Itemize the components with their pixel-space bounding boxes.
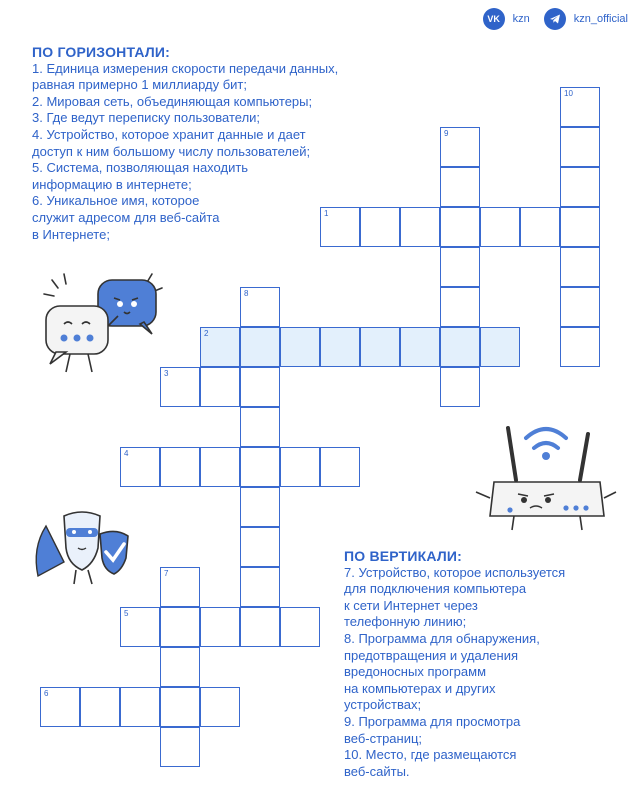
crossword-cell[interactable] (560, 247, 600, 287)
clue-number-5: 5 (124, 609, 129, 618)
crossword-cell[interactable] (440, 127, 480, 167)
crossword-cell[interactable] (560, 327, 600, 367)
crossword-cell[interactable] (320, 207, 360, 247)
clue-9: 9. Программа для просмотра веб-страниц; (344, 713, 521, 746)
crossword-cell[interactable] (440, 247, 480, 287)
vk-icon: VK (483, 8, 505, 30)
crossword-cell[interactable] (160, 447, 200, 487)
crossword-cell[interactable] (200, 327, 240, 367)
crossword-cell[interactable] (160, 567, 200, 607)
telegram-link[interactable] (544, 8, 628, 30)
crossword-cell[interactable] (240, 327, 280, 367)
telegram-label: kzn_official (573, 13, 628, 25)
clue-1: 1. Единица измерения скорости передачи данных, равная примерно 1 миллиарду бит; (32, 60, 339, 93)
crossword-cell[interactable] (240, 487, 280, 527)
clue-number-4: 4 (124, 449, 129, 458)
crossword-cell[interactable] (240, 607, 280, 647)
crossword-cell[interactable] (280, 327, 320, 367)
clue-number-9: 9 (444, 129, 449, 138)
crossword-cell[interactable] (520, 207, 560, 247)
crossword-cell[interactable] (560, 127, 600, 167)
crossword-cell[interactable] (400, 207, 440, 247)
clue-number-1: 1 (324, 209, 329, 218)
crossword-cell[interactable] (280, 447, 320, 487)
social-links (483, 8, 628, 30)
crossword-cell[interactable] (320, 327, 360, 367)
vertical-clues (344, 548, 634, 780)
shield-illustration (24, 508, 144, 590)
crossword-cell[interactable] (160, 607, 200, 647)
clue-number-7: 7 (164, 569, 169, 578)
crossword-cell[interactable] (200, 607, 240, 647)
crossword-cell[interactable] (240, 447, 280, 487)
crossword-cell[interactable] (200, 367, 240, 407)
clue-4: 4. Устройство, которое хранит данные и дает доступ к ним большому числу пользователей; (32, 126, 311, 159)
clue-10: 10. Место, где размещаются веб-сайты. (344, 747, 517, 779)
clue-3: 3. Где ведут переписку пользователи; (32, 110, 261, 126)
crossword-cell[interactable] (560, 87, 600, 127)
clue-5: 5. Система, позволяющая находить информацию в интернете; (32, 160, 249, 192)
telegram-icon (544, 8, 566, 30)
crossword-cell[interactable] (360, 327, 400, 367)
router-illustration (470, 408, 620, 534)
crossword-cell[interactable] (80, 687, 120, 727)
crossword-cell[interactable] (160, 687, 200, 727)
crossword-cell[interactable] (560, 167, 600, 207)
clue-number-10: 10 (564, 89, 573, 98)
crossword-cell[interactable] (240, 287, 280, 327)
vk-link[interactable] (483, 8, 530, 30)
clue-2: 2. Мировая сеть, объединяющая компьютеры; (32, 93, 313, 109)
horizontal-heading: ПО ГОРИЗОНТАЛИ: (32, 44, 170, 60)
crossword-cell[interactable] (120, 447, 160, 487)
crossword-cell[interactable] (200, 447, 240, 487)
clue-6: 6. Уникальное имя, которое служит адресом для веб-сайта в Интернете; (32, 193, 220, 242)
vertical-heading: ПО ВЕРТИКАЛИ: (344, 548, 463, 564)
crossword-cell[interactable] (280, 607, 320, 647)
vk-label: kzn (512, 13, 530, 25)
chat-bubbles-illustration (40, 268, 170, 380)
crossword-cell[interactable] (40, 687, 80, 727)
crossword-cell[interactable] (240, 527, 280, 567)
crossword-cell[interactable] (360, 207, 400, 247)
crossword-cell[interactable] (240, 407, 280, 447)
crossword-cell[interactable] (440, 167, 480, 207)
clue-7: 7. Устройство, которое используется для подключения компьютера к сети Интернет через телефонную линию; (344, 564, 566, 630)
crossword-cell[interactable] (440, 207, 480, 247)
crossword-cell[interactable] (160, 647, 200, 687)
crossword-cell[interactable] (480, 207, 520, 247)
crossword-cell[interactable] (120, 687, 160, 727)
clue-number-8: 8 (244, 289, 249, 298)
crossword-cell[interactable] (560, 207, 600, 247)
clue-number-6: 6 (44, 689, 49, 698)
crossword-cell[interactable] (560, 287, 600, 327)
clue-number-3: 3 (164, 369, 169, 378)
crossword-cell[interactable] (440, 287, 480, 327)
clue-8: 8. Программа для обнаружения, предотвращения и удаления вредоносных программ на компьютерах и других устройствах; (344, 630, 540, 713)
crossword-cell[interactable] (480, 327, 520, 367)
crossword-cell[interactable] (240, 367, 280, 407)
crossword-cell[interactable] (440, 367, 480, 407)
crossword-cell[interactable] (400, 327, 440, 367)
crossword-cell[interactable] (320, 447, 360, 487)
crossword-cell[interactable] (200, 687, 240, 727)
clue-number-2: 2 (204, 329, 209, 338)
crossword-cell[interactable] (160, 727, 200, 767)
crossword-cell[interactable] (240, 567, 280, 607)
crossword-cell[interactable] (120, 607, 160, 647)
crossword-cell[interactable] (440, 327, 480, 367)
